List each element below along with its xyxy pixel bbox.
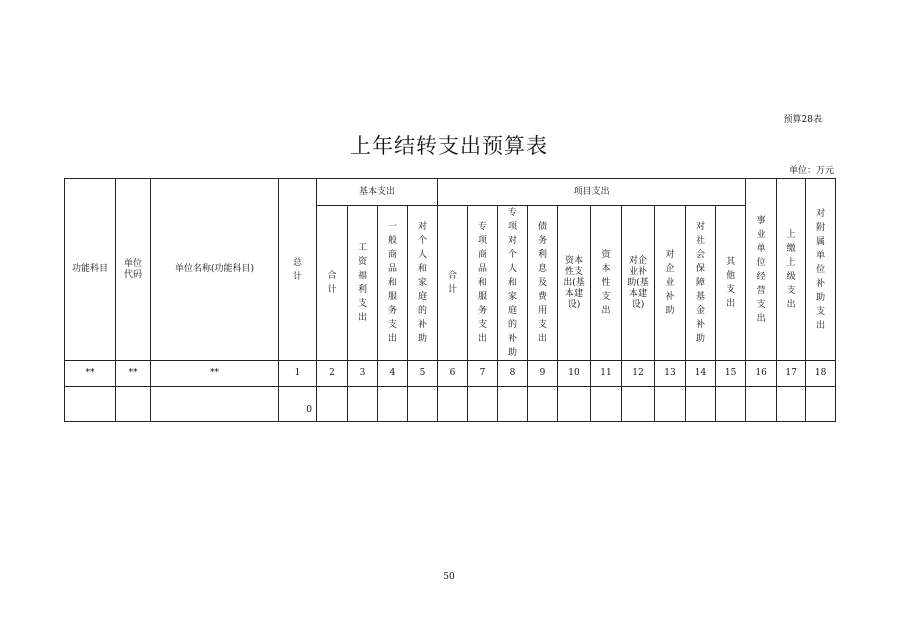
page-title: 上年结转支出预算表	[350, 134, 548, 158]
index-cell: 14	[686, 361, 716, 387]
col-header-capital: 资本性支出	[591, 206, 622, 361]
data-cell	[116, 387, 151, 422]
data-cell	[591, 387, 622, 422]
index-cell: 4	[378, 361, 408, 387]
index-cell: 18	[806, 361, 836, 387]
col-header-special-goods: 专项商品和服务支出	[468, 206, 498, 361]
data-cell	[438, 387, 468, 422]
col-header-total: 总计	[279, 179, 317, 361]
data-cell	[378, 387, 408, 422]
index-row	[65, 361, 836, 387]
data-cell	[498, 387, 528, 422]
data-cell	[686, 387, 716, 422]
col-header-project-total: 合计	[438, 206, 468, 361]
data-cell	[348, 387, 378, 422]
unit-label: 单位：万元	[788, 166, 834, 176]
index-cell: 1	[279, 361, 317, 387]
data-cell	[317, 387, 348, 422]
col-header-household-subsidy: 对个人和家庭的补助	[408, 206, 438, 361]
data-cell	[558, 387, 591, 422]
data-cell	[622, 387, 655, 422]
index-cell: 12	[622, 361, 655, 387]
data-cell	[655, 387, 686, 422]
index-cell: 13	[655, 361, 686, 387]
index-cell: 16	[746, 361, 777, 387]
index-cell: 15	[716, 361, 746, 387]
index-cell: 6	[438, 361, 468, 387]
budget-table	[64, 178, 836, 422]
col-header-business-expense: 事业单位经营支出	[746, 179, 777, 361]
group-header-project: 项目支出	[438, 179, 746, 206]
col-header-goods-services: 一般商品和服务支出	[378, 206, 408, 361]
index-cell: 2	[317, 361, 348, 387]
page-number: 50	[443, 572, 455, 582]
form-number: 预算28表	[783, 115, 822, 125]
col-header-other: 其他支出	[716, 206, 746, 361]
col-header-capital-construction: 资本性支出(基本建设)	[558, 206, 591, 361]
index-cell: **	[151, 361, 279, 387]
col-header-unit-name: 单位名称(功能科目)	[151, 179, 279, 361]
col-header-enterprise-subsidy: 对企业补助	[655, 206, 686, 361]
index-cell: **	[116, 361, 151, 387]
index-cell: 17	[777, 361, 806, 387]
index-cell: 5	[408, 361, 438, 387]
data-cell	[151, 387, 279, 422]
data-cell	[806, 387, 836, 422]
index-cell: 3	[348, 361, 378, 387]
col-header-subsidiary-subsidy: 对附属单位补助支出	[806, 179, 836, 361]
data-cell	[716, 387, 746, 422]
index-cell: **	[65, 361, 116, 387]
index-cell: 10	[558, 361, 591, 387]
index-cell: 11	[591, 361, 622, 387]
col-header-wages: 工资福利支出	[348, 206, 378, 361]
index-cell: 8	[498, 361, 528, 387]
col-header-basic-total: 合计	[317, 206, 348, 361]
header-row-1	[65, 179, 836, 206]
group-header-basic: 基本支出	[317, 179, 438, 206]
data-cell	[777, 387, 806, 422]
data-cell	[65, 387, 116, 422]
data-cell	[746, 387, 777, 422]
col-header-enterprise-construction: 对企业补助(基本建设)	[622, 206, 655, 361]
col-header-remit-superior: 上缴上级支出	[777, 179, 806, 361]
col-header-social-security: 对社会保障基金补助	[686, 206, 716, 361]
col-header-func-subject: 功能科目	[65, 179, 116, 361]
data-cell	[528, 387, 558, 422]
data-row	[65, 387, 836, 422]
data-cell	[468, 387, 498, 422]
col-header-debt-interest: 债务利息及费用支出	[528, 206, 558, 361]
data-cell	[408, 387, 438, 422]
col-header-unit-code: 单位代码	[116, 179, 151, 361]
index-cell: 9	[528, 361, 558, 387]
col-header-special-household: 专项对个人和家庭的补助	[498, 206, 528, 361]
index-cell: 7	[468, 361, 498, 387]
data-cell-total: 0	[279, 387, 317, 422]
